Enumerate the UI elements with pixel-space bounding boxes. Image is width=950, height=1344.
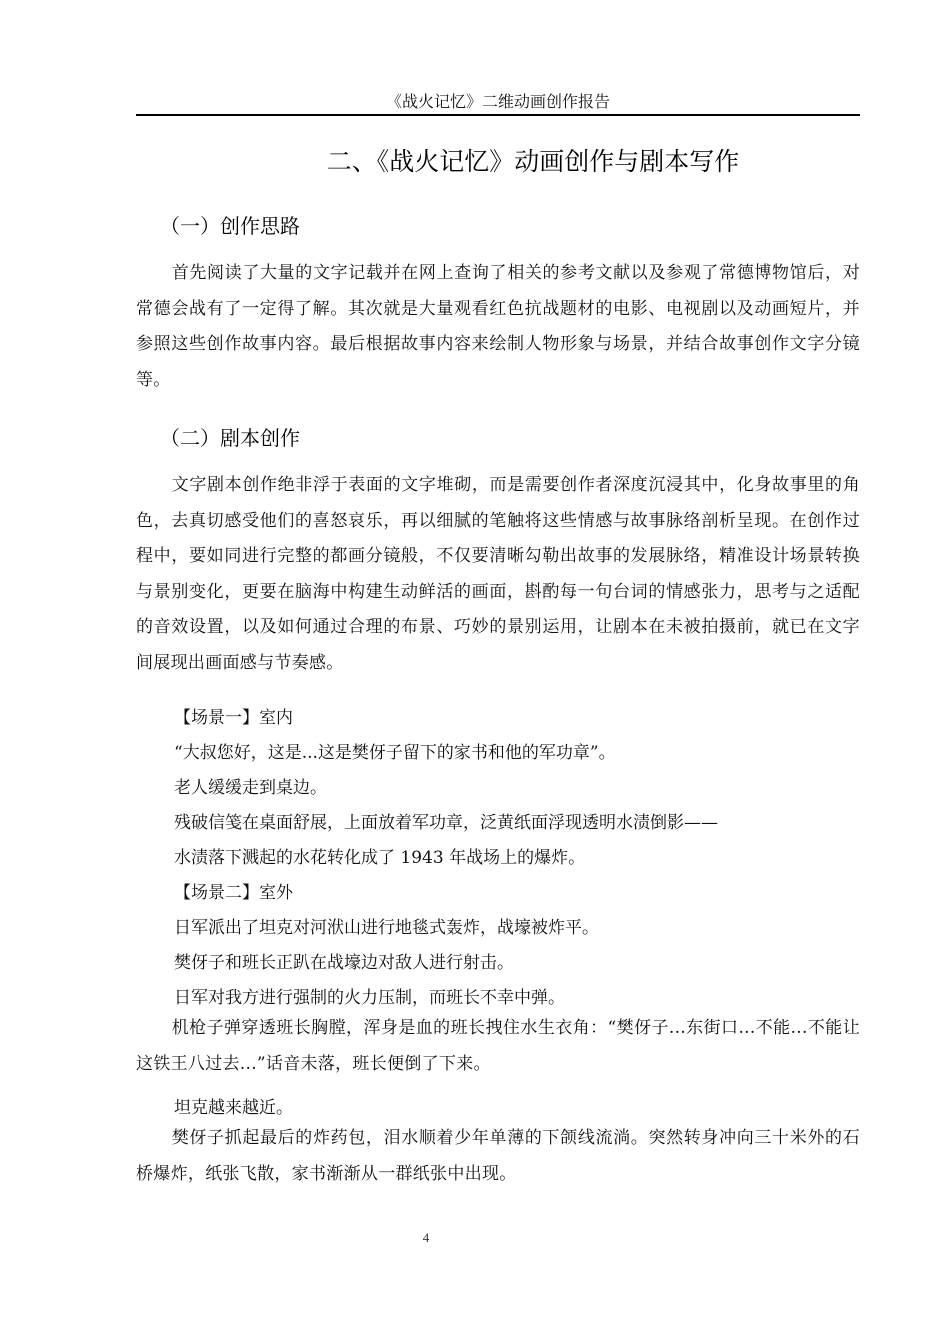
chapter-title: 二、《战火记忆》动画创作与剧本写作 xyxy=(326,147,740,176)
scene-2-line: 日军派出了坦克对河洑山进行地毯式轰炸，战壕被炸平。 xyxy=(174,918,599,938)
scene-1-line: 残破信笺在桌面舒展，上面放着军功章，泛黄纸面浮现透明水渍倒影—— xyxy=(174,813,718,833)
scene-2-line: 坦克越来越近。 xyxy=(174,1098,293,1118)
scene-2-line: 樊伢子和班长正趴在战壕边对敌人进行射击。 xyxy=(174,953,514,973)
scene-2-paragraph: 樊伢子抓起最后的炸药包，泪水顺着少年单薄的下颌线流淌。突然转身冲向三十米外的石桥爆炸，纸张飞散，家书渐渐从一群纸张中出现。 xyxy=(136,1128,860,1184)
header-rule xyxy=(136,114,860,116)
paragraph-script-creation: 文字剧本创作绝非浮于表面的文字堆砌，而是需要创作者深度沉浸其中，化身故事里的角色，去真切感受他们的喜怒哀乐，再以细腻的笔触将这些情感与故事脉络剖析呈现。在创作过程中，要如同进行完整的都画分镜般，不仅要清晰勾勒出故事的发展脉络，精准设计场景转换与景别变化，更要在脑海中构建生动鲜活的画面，斟酌每一句台词的情感张力，思考与之适配的音效设置，以及如何通过合理的布景、巧妙的景别运用，让剧本在未被拍摄前，就已在文字间展现出画面感与节奏感。 xyxy=(136,475,860,673)
section-heading-creative-idea: （一）创作思路 xyxy=(160,214,300,238)
scene-1-line: 水渍落下溅起的水花转化成了 1943 年战场上的爆炸。 xyxy=(174,848,586,868)
running-header: 《战火记忆》二维动画创作报告 xyxy=(385,92,610,111)
scene-1-label: 【场景一】室内 xyxy=(174,708,293,728)
scene-2-label: 【场景二】室外 xyxy=(174,883,293,903)
scene-2-line: 日军对我方进行强制的火力压制，而班长不幸中弹。 xyxy=(174,988,565,1008)
scene-1-line: “大叔您好，这是...这是樊伢子留下的家书和他的军功章”。 xyxy=(174,743,616,763)
scene-2-paragraph: 机枪子弹穿透班长胸膛，浑身是血的班长拽住水生衣角：“樊伢子...东街口...不能...不能让这铁王八过去...”话音未落，班长便倒了下来。 xyxy=(136,1018,860,1074)
section-heading-script-creation: （二）剧本创作 xyxy=(160,426,300,450)
page-number: 4 xyxy=(422,1230,430,1245)
scene-1-line: 老人缓缓走到桌边。 xyxy=(174,778,327,798)
paragraph-creative-idea: 首先阅读了大量的文字记载并在网上查询了相关的参考文献以及参观了常德博物馆后，对常德会战有了一定得了解。其次就是大量观看红色抗战题材的电影、电视剧以及动画短片，并参照这些创作故事内容。最后根据故事内容来绘制人物形象与场景，并结合故事创作文字分镜等。 xyxy=(136,263,860,390)
